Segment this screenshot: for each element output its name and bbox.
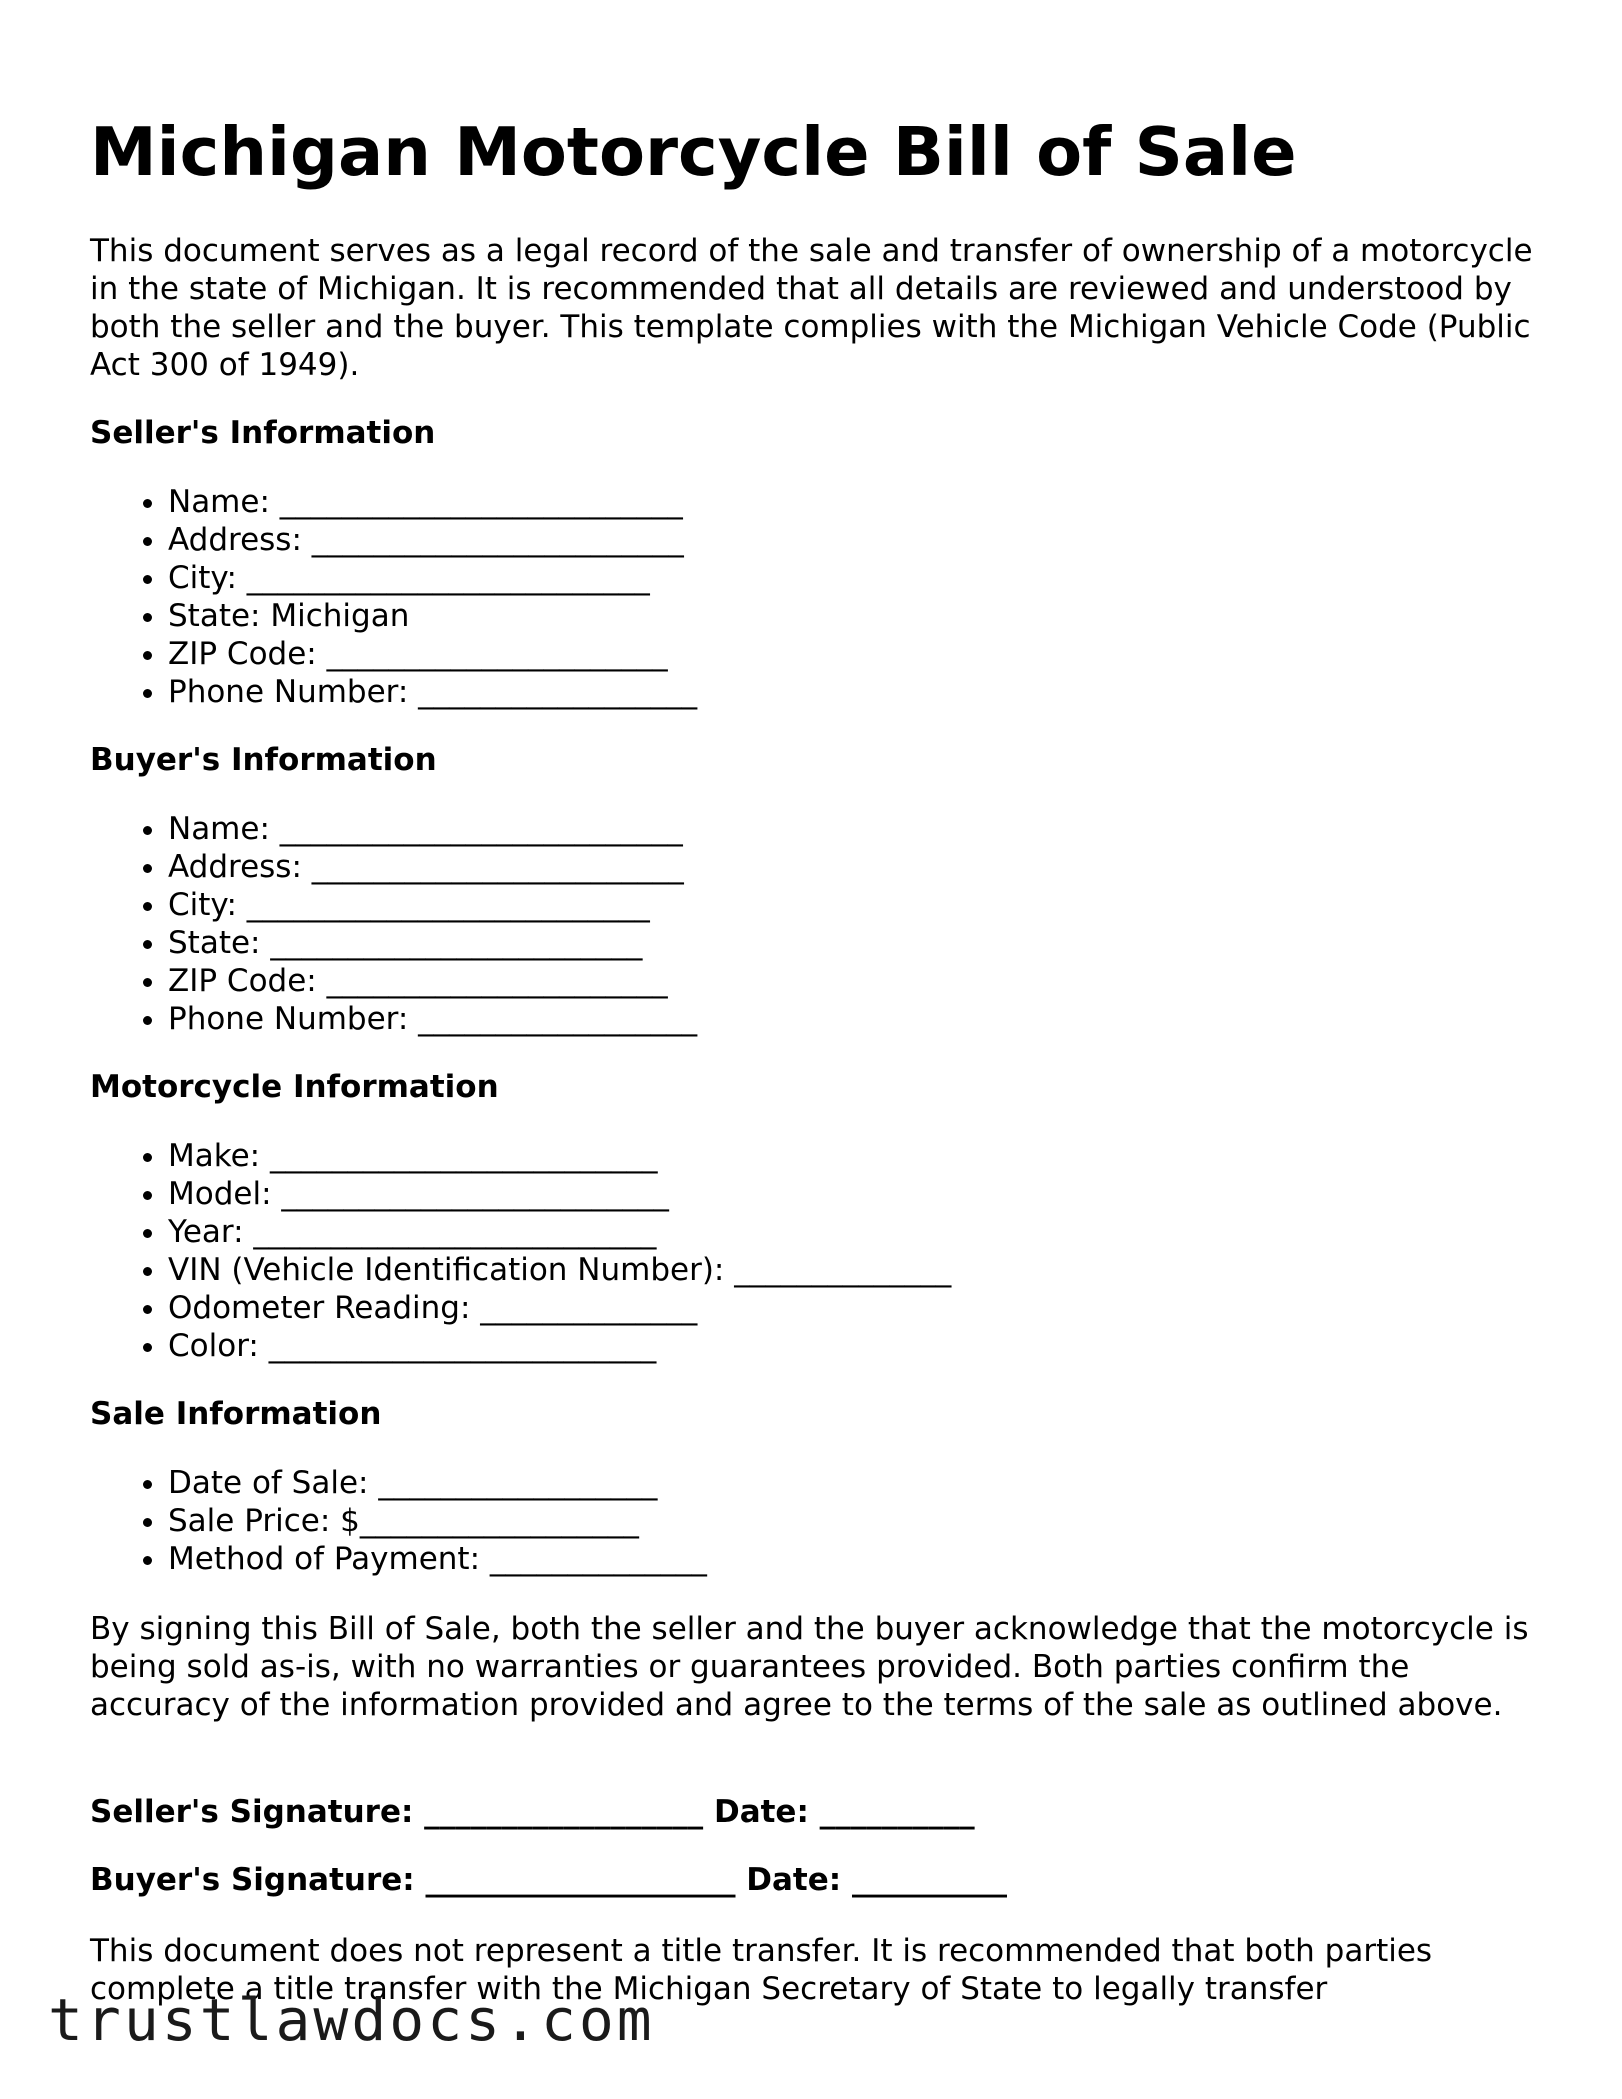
motorcycle-odometer-field[interactable]: • Odometer Reading: ______________: [168, 1289, 951, 1327]
seller-phone-field[interactable]: • Phone Number: __________________: [168, 673, 697, 711]
acknowledgment-paragraph: By signing this Bill of Sale, both the seller and the buyer acknowledge that the motorcycle is being sold as-is, with no warranties or guarantees provided. Both parties confirm the accuracy of the information provided and agree to the terms of the sale as outlined above.: [90, 1611, 1529, 1723]
watermark-text: trustlawdocs.com: [48, 1986, 655, 2054]
buyer-state-field[interactable]: • State: ________________________: [168, 924, 697, 962]
buyer-zip-field[interactable]: • ZIP Code: ______________________: [168, 962, 697, 1000]
seller-city-field[interactable]: • City: __________________________: [168, 559, 697, 597]
motorcycle-fields-list: [90, 1137, 951, 1365]
buyer-fields-list: [90, 810, 697, 1038]
sale-heading: Sale Information: [90, 1396, 382, 1432]
seller-heading: Seller's Information: [90, 415, 436, 451]
document-title: Michigan Motorcycle Bill of Sale: [90, 113, 1297, 191]
seller-signature-line[interactable]: Seller's Signature: __________________ Date: __________: [90, 1794, 975, 1830]
title-transfer-note: This document does not represent a title transfer. It is recommended that both parties complete a title transfer with the Michigan Secretary of State to legally transfer: [90, 1933, 1433, 2007]
buyer-address-field[interactable]: • Address: ________________________: [168, 848, 697, 886]
motorcycle-color-field[interactable]: • Color: _________________________: [168, 1327, 951, 1365]
intro-paragraph: This document serves as a legal record of the sale and transfer of ownership of a motorcycle in the state of Michigan. It is recommended that all details are reviewed and understood by both the seller and the buyer. This template complies with the Michigan Vehicle Code (Public Act 300 of 1949).: [90, 233, 1533, 383]
seller-address-field[interactable]: • Address: ________________________: [168, 521, 697, 559]
seller-state-field: • State: Michigan: [168, 597, 697, 635]
sale-payment-method-field[interactable]: • Method of Payment: ______________: [168, 1540, 707, 1578]
seller-zip-field[interactable]: • ZIP Code: ______________________: [168, 635, 697, 673]
buyer-phone-field[interactable]: • Phone Number: __________________: [168, 1000, 697, 1038]
sale-price-field[interactable]: • Sale Price: $__________________: [168, 1502, 707, 1540]
buyer-signature-line[interactable]: Buyer's Signature: ____________________ Date: __________: [90, 1862, 1007, 1898]
sale-fields-list: [90, 1464, 707, 1578]
motorcycle-make-field[interactable]: • Make: _________________________: [168, 1137, 951, 1175]
motorcycle-year-field[interactable]: • Year: __________________________: [168, 1213, 951, 1251]
seller-name-field[interactable]: • Name: __________________________: [168, 483, 697, 521]
buyer-city-field[interactable]: • City: __________________________: [168, 886, 697, 924]
motorcycle-model-field[interactable]: • Model: _________________________: [168, 1175, 951, 1213]
seller-fields-list: [90, 483, 697, 711]
motorcycle-heading: Motorcycle Information: [90, 1069, 499, 1105]
sale-date-field[interactable]: • Date of Sale: __________________: [168, 1464, 707, 1502]
motorcycle-vin-field[interactable]: • VIN (Vehicle Identification Number): ______________: [168, 1251, 951, 1289]
buyer-heading: Buyer's Information: [90, 742, 437, 778]
buyer-name-field[interactable]: • Name: __________________________: [168, 810, 697, 848]
